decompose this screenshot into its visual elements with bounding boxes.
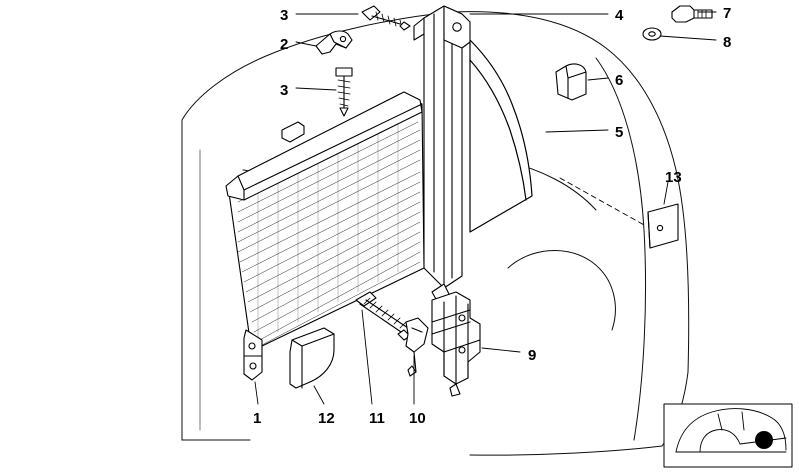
callout-4: 4 bbox=[615, 7, 624, 24]
callout-5: 5 bbox=[615, 124, 624, 141]
callout-6: 6 bbox=[615, 72, 624, 89]
part-12-cover-clip bbox=[290, 328, 334, 388]
part-3b-screw bbox=[336, 68, 352, 116]
part-10-lever bbox=[406, 318, 428, 376]
part-5-window-frame bbox=[470, 40, 532, 232]
callout-9: 9 bbox=[528, 347, 537, 364]
callout-11: 11 bbox=[369, 410, 385, 427]
part-6-end-cap bbox=[556, 64, 586, 100]
callout-3-top: 3 bbox=[280, 7, 289, 24]
vehicle-location-inset bbox=[664, 404, 792, 467]
callout-2: 2 bbox=[280, 36, 289, 53]
callout-7: 7 bbox=[723, 5, 732, 22]
part-3a-screw bbox=[362, 6, 410, 30]
part-8-washer bbox=[643, 28, 661, 40]
callout-3-lower: 3 bbox=[280, 82, 289, 99]
callout-13: 13 bbox=[665, 169, 682, 186]
callout-12: 12 bbox=[318, 410, 335, 427]
callout-1: 1 bbox=[253, 410, 262, 427]
part-9-drive-bracket bbox=[432, 292, 480, 396]
part-7-bolt bbox=[672, 6, 712, 22]
part-2-bracket bbox=[316, 31, 352, 54]
callout-8: 8 bbox=[723, 34, 732, 51]
part-13-plate bbox=[648, 204, 678, 248]
callout-10: 10 bbox=[409, 410, 426, 427]
